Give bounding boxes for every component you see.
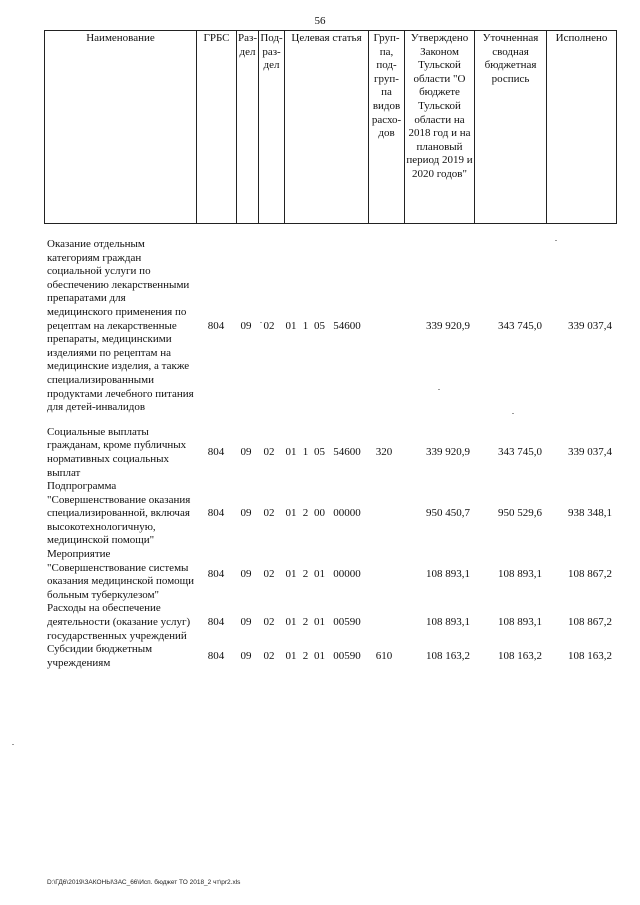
row-razdel: 09 <box>240 616 252 629</box>
table-row <box>44 602 614 643</box>
row-target-direction: 00590 <box>333 650 361 663</box>
header-approved: Утверждено Законом Тульской области "О бюджете Тульской области на 2018 год и на плановый период 2019 и 2020 годов" <box>405 31 475 224</box>
row-razdel: 09 <box>240 319 252 332</box>
row-refined: 343 745,0 <box>498 446 542 459</box>
row-approved: 108 893,1 <box>426 616 470 629</box>
table-row <box>44 426 614 480</box>
row-target-program: 01 <box>285 319 297 332</box>
row-razdel: 09 <box>240 446 252 459</box>
table-row <box>44 643 614 670</box>
row-grbs: 804 <box>207 568 225 581</box>
row-refined: 343 745,0 <box>498 319 542 332</box>
table-row <box>44 480 614 548</box>
row-target-subprogram: 2 <box>302 616 309 629</box>
row-refined: 950 529,6 <box>498 507 542 520</box>
row-razdel: 09 <box>240 568 252 581</box>
header-target: Целевая статья <box>285 31 369 224</box>
row-approved: 950 450,7 <box>426 507 470 520</box>
row-target-event: 05 <box>314 446 325 459</box>
row-target-subprogram: 2 <box>302 568 309 581</box>
row-approved: 339 920,9 <box>426 319 470 332</box>
row-podrazdel: 02 <box>263 319 275 332</box>
row-target-event: 00 <box>314 507 325 520</box>
table-row <box>44 548 614 602</box>
row-target-subprogram: 2 <box>302 650 309 663</box>
row-grbs: 804 <box>207 319 225 332</box>
row-executed: 938 348,1 <box>568 507 612 520</box>
row-podrazdel: 02 <box>263 568 275 581</box>
header-grbs: ГРБС <box>197 31 237 224</box>
row-target-direction: 54600 <box>333 319 361 332</box>
row-razdel: 09 <box>240 650 252 663</box>
row-grbs: 804 <box>207 446 225 459</box>
row-group: 320 <box>375 446 393 459</box>
row-podrazdel: 02 <box>263 446 275 459</box>
row-approved: 108 893,1 <box>426 568 470 581</box>
row-target-program: 01 <box>285 616 297 629</box>
row-approved: 108 163,2 <box>426 650 470 663</box>
row-refined: 108 163,2 <box>498 650 542 663</box>
row-razdel: 09 <box>240 507 252 520</box>
row-podrazdel: 02 <box>263 650 275 663</box>
row-grbs: 804 <box>207 616 225 629</box>
row-target-direction: 00590 <box>333 616 361 629</box>
row-executed: 339 037,4 <box>568 446 612 459</box>
row-target-subprogram: 2 <box>302 507 309 520</box>
header-razdel: Раз-дел <box>237 31 259 224</box>
header-refined: Уточненная сводная бюджетная роспись <box>475 31 547 224</box>
row-group: 610 <box>375 650 393 663</box>
row-group <box>366 480 402 548</box>
row-group <box>366 548 402 602</box>
row-name: Мероприятие "Совершенствование системы оказания медицинской помощи больным туберкулезом" <box>47 548 195 601</box>
row-refined: 108 893,1 <box>498 616 542 629</box>
row-name: Подпрограмма "Совершенствование оказания специализированной, включая высокотехнологичную, медицинской помощи" <box>47 480 191 547</box>
row-target-program: 01 <box>285 446 297 459</box>
scan-speck <box>512 413 514 414</box>
table-body <box>44 238 614 670</box>
row-podrazdel: 02 <box>263 616 275 629</box>
row-group <box>366 238 402 415</box>
row-executed: 108 867,2 <box>568 568 612 581</box>
row-grbs: 804 <box>207 507 225 520</box>
row-executed: 339 037,4 <box>568 319 612 332</box>
row-target-event: 01 <box>314 650 325 663</box>
row-target-program: 01 <box>285 568 297 581</box>
row-approved: 339 920,9 <box>426 446 470 459</box>
row-target-subprogram: 1 <box>302 446 309 459</box>
row-target-direction: 00000 <box>333 507 361 520</box>
row-target-direction: 00000 <box>333 568 361 581</box>
row-name: Расходы на обеспечение деятельности (оказание услуг) государственных учреждений <box>47 602 191 642</box>
row-grbs: 804 <box>207 650 225 663</box>
row-podrazdel: 02 <box>263 507 275 520</box>
header-name: Наименование <box>45 31 197 224</box>
row-target-program: 01 <box>285 507 297 520</box>
scan-speck <box>260 322 262 323</box>
row-name: Оказание отдельным категориям граждан социальной услуги по обеспечению лекарственными препаратами для медицинского применения по рецептам на лекарственные препараты, медицинскими изделиями по рецептам на медицинские изделия, а также специализированными продуктами лечебного питания для детей-инвалидов <box>47 238 194 414</box>
row-target-direction: 54600 <box>333 446 361 459</box>
scan-speck <box>438 389 440 390</box>
row-target-event: 01 <box>314 568 325 581</box>
table-row <box>44 238 614 415</box>
row-executed: 108 867,2 <box>568 616 612 629</box>
header-group: Груп-па, под-груп-па видов расхо-дов <box>369 31 405 224</box>
row-refined: 108 893,1 <box>498 568 542 581</box>
row-target-subprogram: 1 <box>302 319 309 332</box>
footer-file-path: D:\ГД6\2019\ЗАКОНЫ\ЗАС_66\Исп. бюджет ТО 2018_2 чт\pr2.xls <box>47 879 241 886</box>
row-group <box>366 602 402 643</box>
row-name: Субсидии бюджетным учреждениям <box>47 643 153 669</box>
table-header <box>44 30 617 224</box>
row-target-program: 01 <box>285 650 297 663</box>
header-podrazdel: Под-раз-дел <box>259 31 285 224</box>
row-name: Социальные выплаты гражданам, кроме публичных нормативных социальных выплат <box>47 425 187 479</box>
scan-speck <box>555 240 557 241</box>
scan-speck <box>12 744 14 745</box>
header-executed: Исполнено <box>547 31 617 224</box>
row-target-event: 05 <box>314 319 325 332</box>
row-executed: 108 163,2 <box>568 650 612 663</box>
page-number: 56 <box>314 15 326 27</box>
row-target-event: 01 <box>314 616 325 629</box>
